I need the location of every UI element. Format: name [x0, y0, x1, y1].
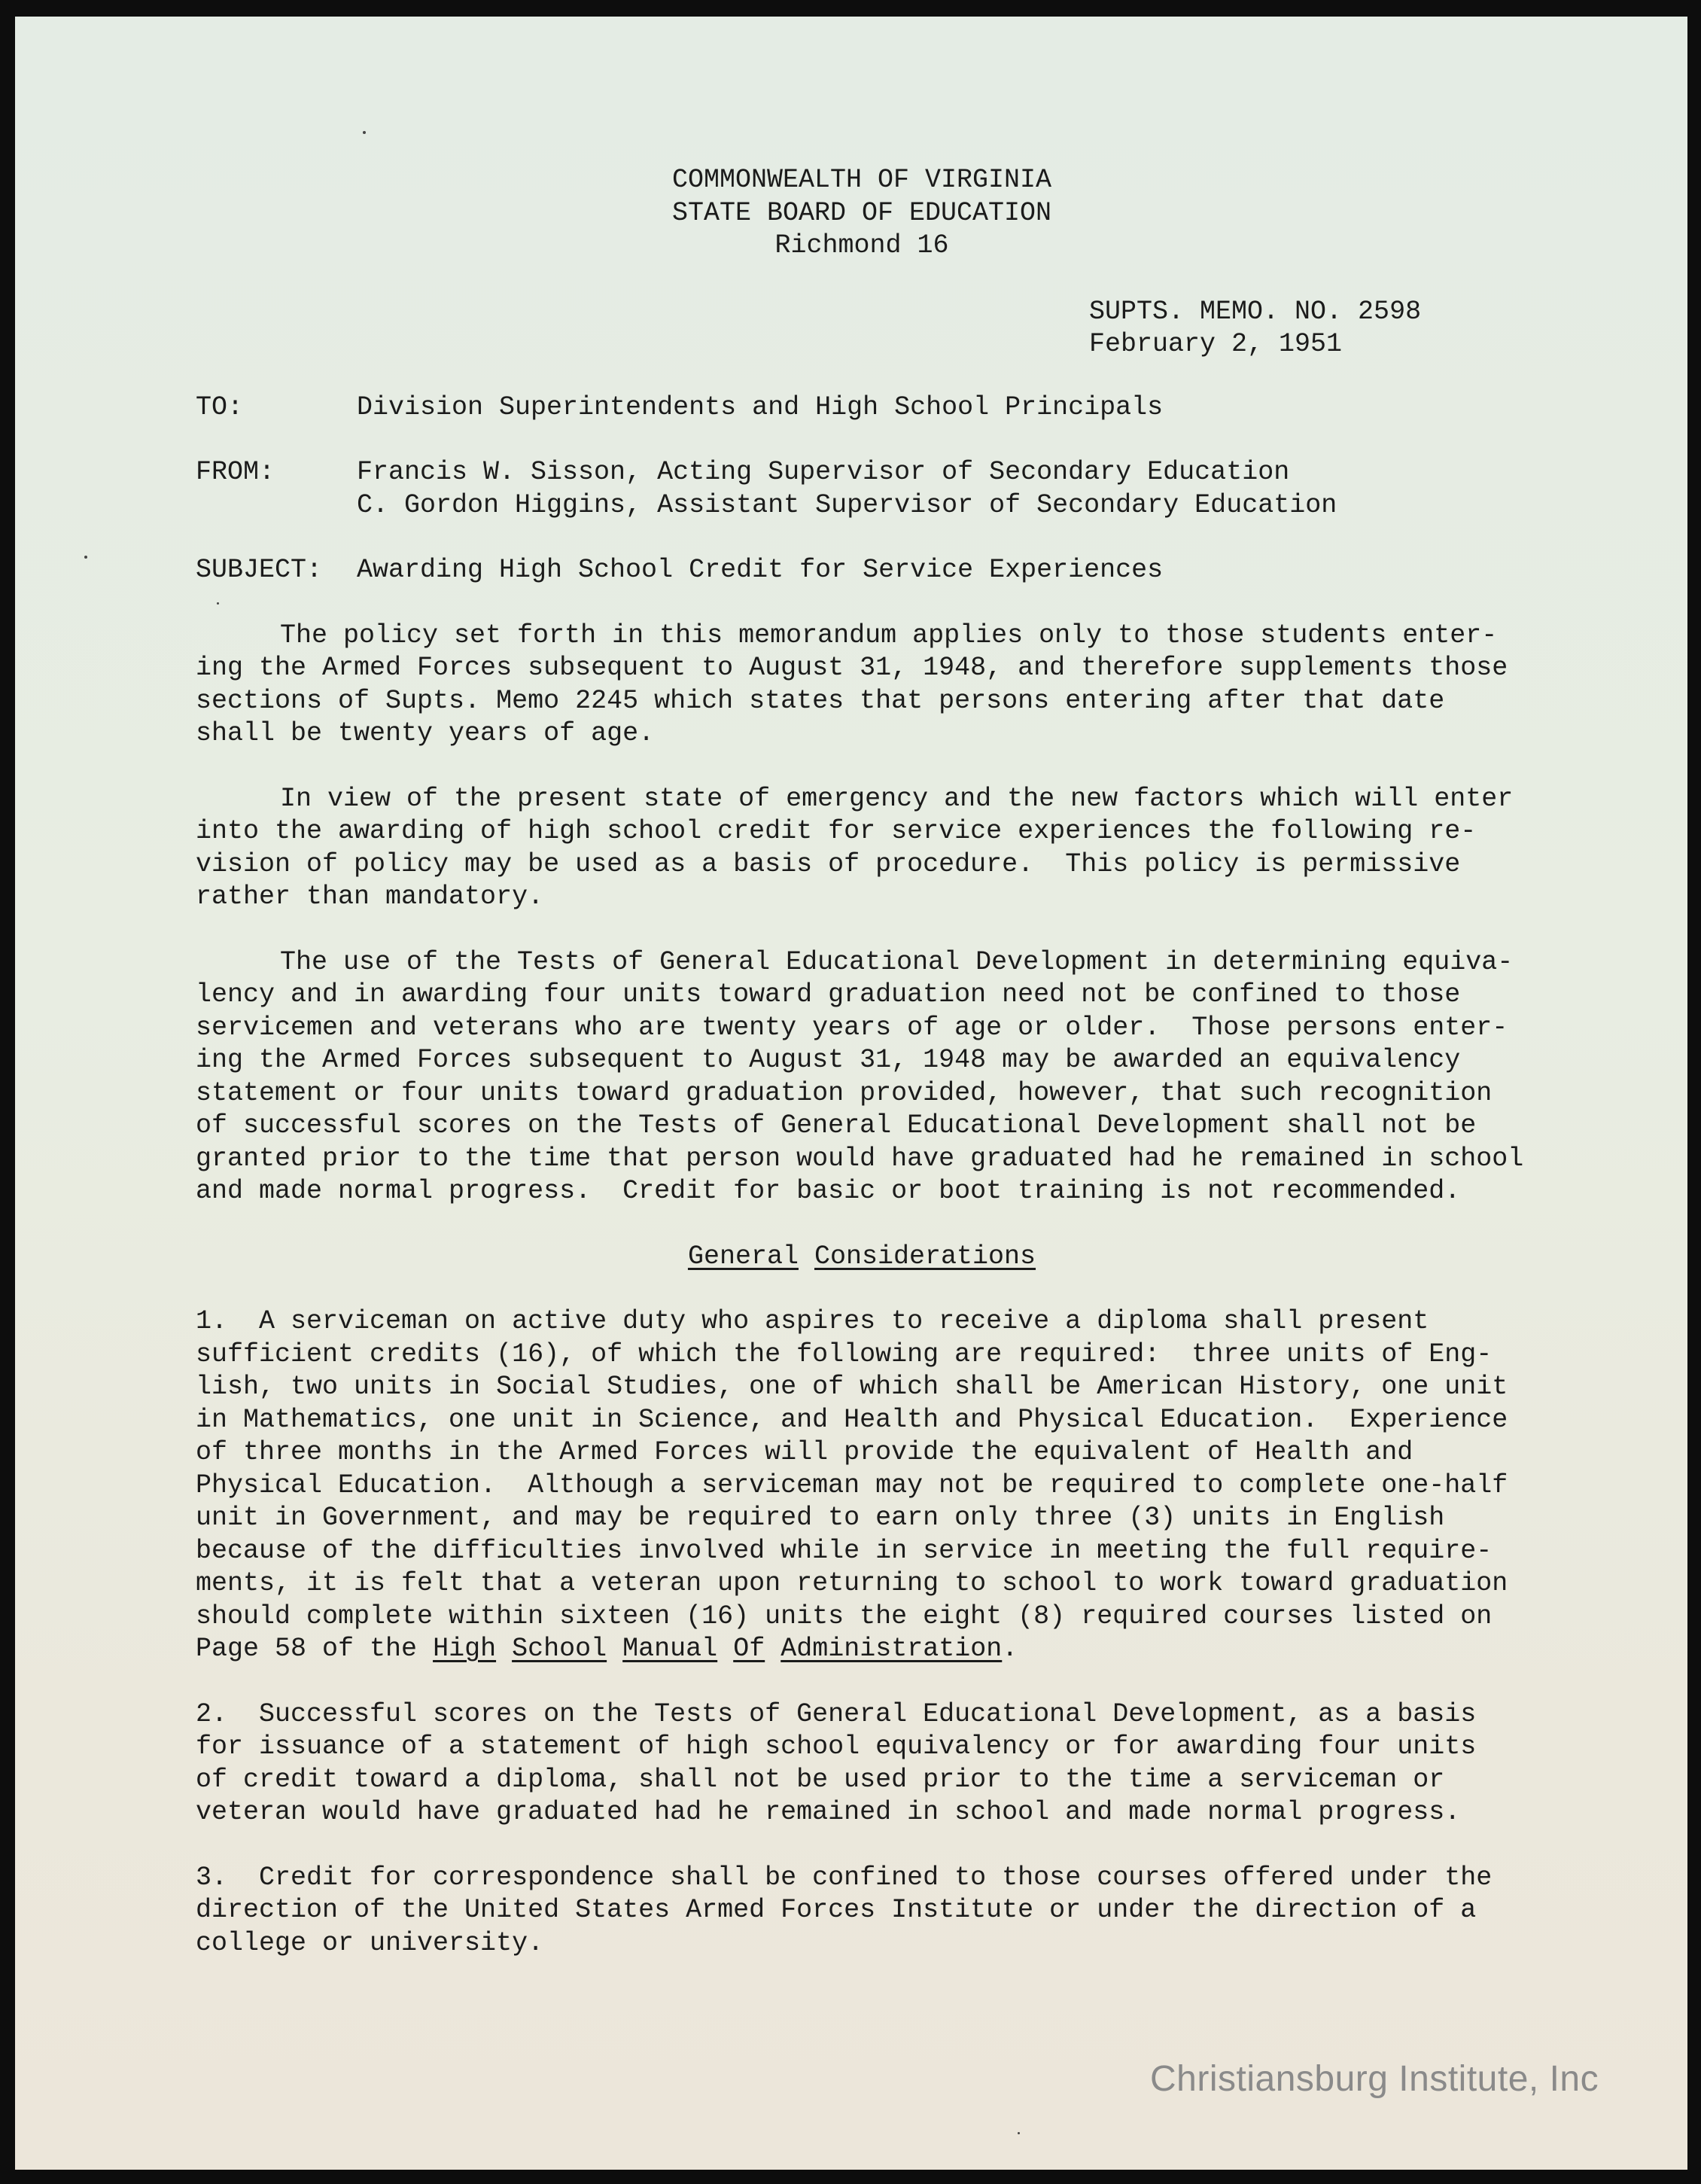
memo-date: February 2, 1951	[1089, 329, 1343, 359]
item-line: Physical Education. Although a serviceman may not be required to complete one-half	[196, 1470, 1508, 1500]
item-3	[196, 1862, 1596, 1960]
from-line-2: C. Gordon Higgins, Assistant Supervisor of Secondary Education	[357, 489, 1337, 520]
to-field	[196, 391, 1596, 425]
item-line-last	[196, 1633, 1596, 1666]
subject-value: Awarding High School Credit for Service Experiences	[357, 555, 1164, 585]
from-line-1: Francis W. Sisson, Acting Supervisor of Secondary Education	[357, 457, 1290, 487]
letterhead-line-2: STATE BOARD OF EDUCATION	[671, 197, 1052, 228]
item-line: sufficient credits (16), of which the following are required: three units of Eng-	[196, 1339, 1493, 1369]
paragraph-line: lency and in awarding four units toward graduation need not be confined to those	[196, 979, 1461, 1010]
from-label: FROM:	[196, 457, 275, 487]
item-line: for issuance of a statement of high school equivalency or for awarding four units	[196, 1732, 1477, 1762]
paragraph-line: shall be twenty years of age.	[196, 718, 655, 748]
item-line: of credit toward a diploma, shall not be used prior to the time a serviceman or	[196, 1764, 1445, 1795]
paragraph-line: and made normal progress. Credit for basic or boot training is not recommended.	[196, 1176, 1461, 1206]
letterhead-line-1: COMMONWEALTH OF VIRGINIA	[671, 165, 1052, 195]
manual-title-word: Administration	[781, 1634, 1003, 1664]
item-line: because of the difficulties involved while in service in meeting the full require-	[196, 1535, 1493, 1566]
memo-body	[196, 164, 1596, 1960]
paragraph-2	[196, 783, 1596, 914]
paragraph-line: servicemen and veterans who are twenty years of age or older. Those persons enter-	[196, 1012, 1508, 1043]
section-heading-word-1: General	[687, 1241, 799, 1272]
paragraph-line: The use of the Tests of General Educational Development in determining equiva-	[280, 946, 1514, 977]
subject-label: SUBJECT:	[196, 555, 323, 585]
item-line: 3. Credit for correspondence shall be confined to those courses offered under the	[196, 1862, 1493, 1893]
paragraph-1	[196, 620, 1596, 751]
paragraph-line: into the awarding of high school credit for service experiences the following re-	[196, 816, 1477, 846]
paragraph-3	[196, 946, 1596, 1208]
item-line: ments, it is felt that a veteran upon returning to school to work toward graduation	[196, 1568, 1508, 1598]
to-value: Division Superintendents and High School Principals	[357, 391, 1164, 422]
item-2	[196, 1698, 1596, 1829]
to-label: TO:	[196, 391, 244, 422]
paragraph-line: ing the Armed Forces subsequent to August 31, 1948, and therefore supplements those	[196, 653, 1508, 683]
watermark: Christiansburg Institute, Inc	[1150, 2059, 1599, 2099]
paragraph-line: The policy set forth in this memorandum applies only to those students enter-	[280, 620, 1498, 650]
manual-title-word: School	[512, 1634, 607, 1664]
memo-number: SUPTS. MEMO. NO. 2598	[1089, 296, 1422, 327]
letterhead	[196, 164, 1528, 263]
item-line: unit in Government, and may be required to earn only three (3) units in English	[196, 1503, 1445, 1533]
manual-title-word: Of	[733, 1634, 765, 1664]
section-heading-word-2: Considerations	[814, 1241, 1036, 1272]
speck	[363, 131, 366, 134]
manual-title-word: Manual	[622, 1634, 718, 1664]
paragraph-line: In view of the present state of emergency and the new factors which will enter	[280, 783, 1514, 814]
letterhead-line-3: Richmond 16	[774, 230, 949, 260]
speck	[84, 556, 87, 559]
paragraph-line: statement or four units toward graduation provided, however, that such recognition	[196, 1077, 1493, 1108]
item-line: veteran would have graduated had he remained in school and made normal progress.	[196, 1797, 1461, 1827]
item-1	[196, 1305, 1596, 1666]
item-line: of three months in the Armed Forces will provide the equivalent of Health and	[196, 1437, 1413, 1467]
subject-field	[196, 554, 1596, 587]
item-line-suffix: .	[1002, 1634, 1018, 1664]
item-line: should complete within sixteen (16) units the eight (8) required courses listed on	[196, 1601, 1493, 1631]
paragraph-line: sections of Supts. Memo 2245 which states that persons entering after that date	[196, 685, 1445, 716]
speck	[1018, 2132, 1020, 2134]
paragraph-line: granted prior to the time that person would have graduated had he remained in school	[196, 1143, 1524, 1174]
section-heading	[196, 1241, 1528, 1274]
item-line: in Mathematics, one unit in Science, and Health and Physical Education. Experience	[196, 1404, 1508, 1435]
document-page	[15, 17, 1687, 2170]
item-line-prefix: Page 58 of the	[196, 1634, 434, 1664]
from-value	[357, 456, 1596, 522]
manual-title-word: High	[433, 1634, 497, 1664]
item-line: 1. A serviceman on active duty who aspires to receive a diploma shall present	[196, 1306, 1429, 1336]
item-line: college or university.	[196, 1927, 544, 1958]
from-field	[196, 456, 1596, 522]
memo-reference	[1089, 296, 1596, 361]
paragraph-line: of successful scores on the Tests of General Educational Development shall not be	[196, 1110, 1477, 1141]
item-line: 2. Successful scores on the Tests of General Educational Development, as a basis	[196, 1698, 1477, 1729]
item-line: lish, two units in Social Studies, one of which shall be American History, one unit	[196, 1372, 1508, 1402]
paragraph-line: vision of policy may be used as a basis of procedure. This policy is permissive	[196, 848, 1461, 879]
paragraph-line: ing the Armed Forces subsequent to August 31, 1948 may be awarded an equivalency	[196, 1045, 1461, 1075]
item-line: direction of the United States Armed Forces Institute or under the direction of a	[196, 1895, 1477, 1925]
paragraph-line: rather than mandatory.	[196, 882, 544, 912]
